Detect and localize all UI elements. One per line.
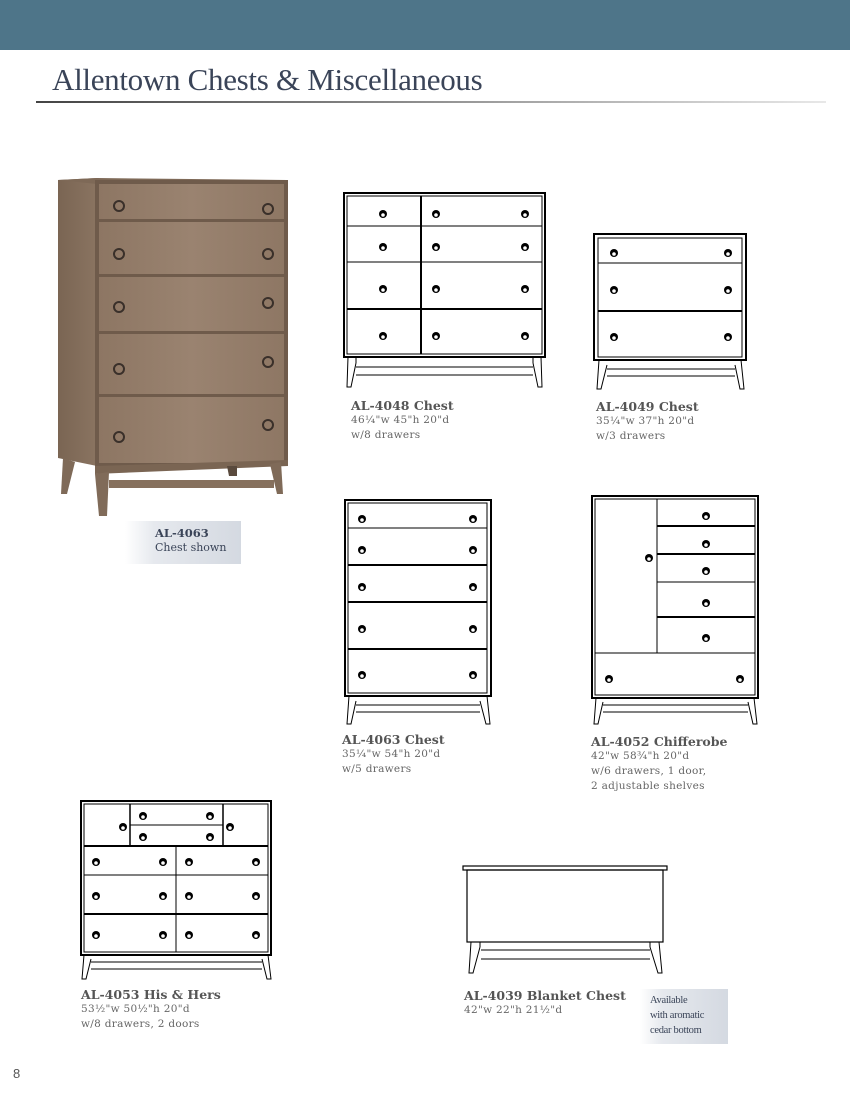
product-dimensions: 35¼"w 37"h 20"d (596, 415, 695, 427)
al-4053-drawing (75, 795, 280, 985)
product-detail: w/6 drawers, 1 door, (591, 765, 707, 777)
cedar-note-box (640, 989, 728, 1044)
product-name: AL-4039 Blanket Chest (464, 988, 626, 1003)
product-name: AL-4052 Chifferobe (591, 734, 728, 749)
product-detail: w/8 drawers, 2 doors (81, 1018, 200, 1030)
product-dimensions: 42"w 58¾"h 20"d (591, 750, 690, 762)
product-name: AL-4049 Chest (596, 399, 699, 414)
al-4063-caption (342, 732, 445, 777)
note-line: with aromatic (650, 1010, 705, 1021)
note-line: cedar bottom (650, 1025, 702, 1036)
al-4063-drawing (340, 495, 500, 730)
product-dimensions: 53½"w 50½"h 20"d (81, 1003, 190, 1015)
title-divider (36, 101, 826, 103)
product-name: AL-4048 Chest (351, 398, 454, 413)
al-4039-caption (464, 988, 626, 1018)
product-dimensions: 42"w 22"h 21½"d (464, 1004, 563, 1016)
al-4052-drawing (585, 490, 765, 730)
header-band (0, 0, 850, 50)
featured-caption-text: Chest shown (155, 541, 227, 554)
product-detail: w/3 drawers (596, 430, 666, 442)
product-dimensions: 46¼"w 45"h 20"d (351, 414, 450, 426)
page-title: Allentown Chests & Miscellaneous (52, 62, 483, 97)
featured-caption-name: AL-4063 (155, 526, 209, 540)
product-detail: w/8 drawers (351, 429, 421, 441)
page-number: 8 (13, 1066, 21, 1081)
al-4052-caption (591, 734, 727, 794)
al-4048-caption (351, 398, 454, 443)
al-4048-drawing (340, 185, 550, 395)
product-detail: w/5 drawers (342, 763, 412, 775)
al-4049-drawing (585, 225, 755, 395)
note-line: Available (650, 995, 688, 1006)
al-4049-caption (596, 399, 699, 444)
wooden-chest-photo (55, 176, 290, 516)
product-detail: 2 adjustable shelves (591, 780, 705, 792)
product-name: AL-4063 Chest (342, 732, 445, 747)
al-4053-caption (81, 987, 221, 1032)
product-name: AL-4053 His & Hers (81, 987, 221, 1002)
product-dimensions: 35¼"w 54"h 20"d (342, 748, 441, 760)
al-4039-drawing (455, 855, 675, 980)
featured-caption-box (125, 521, 241, 564)
